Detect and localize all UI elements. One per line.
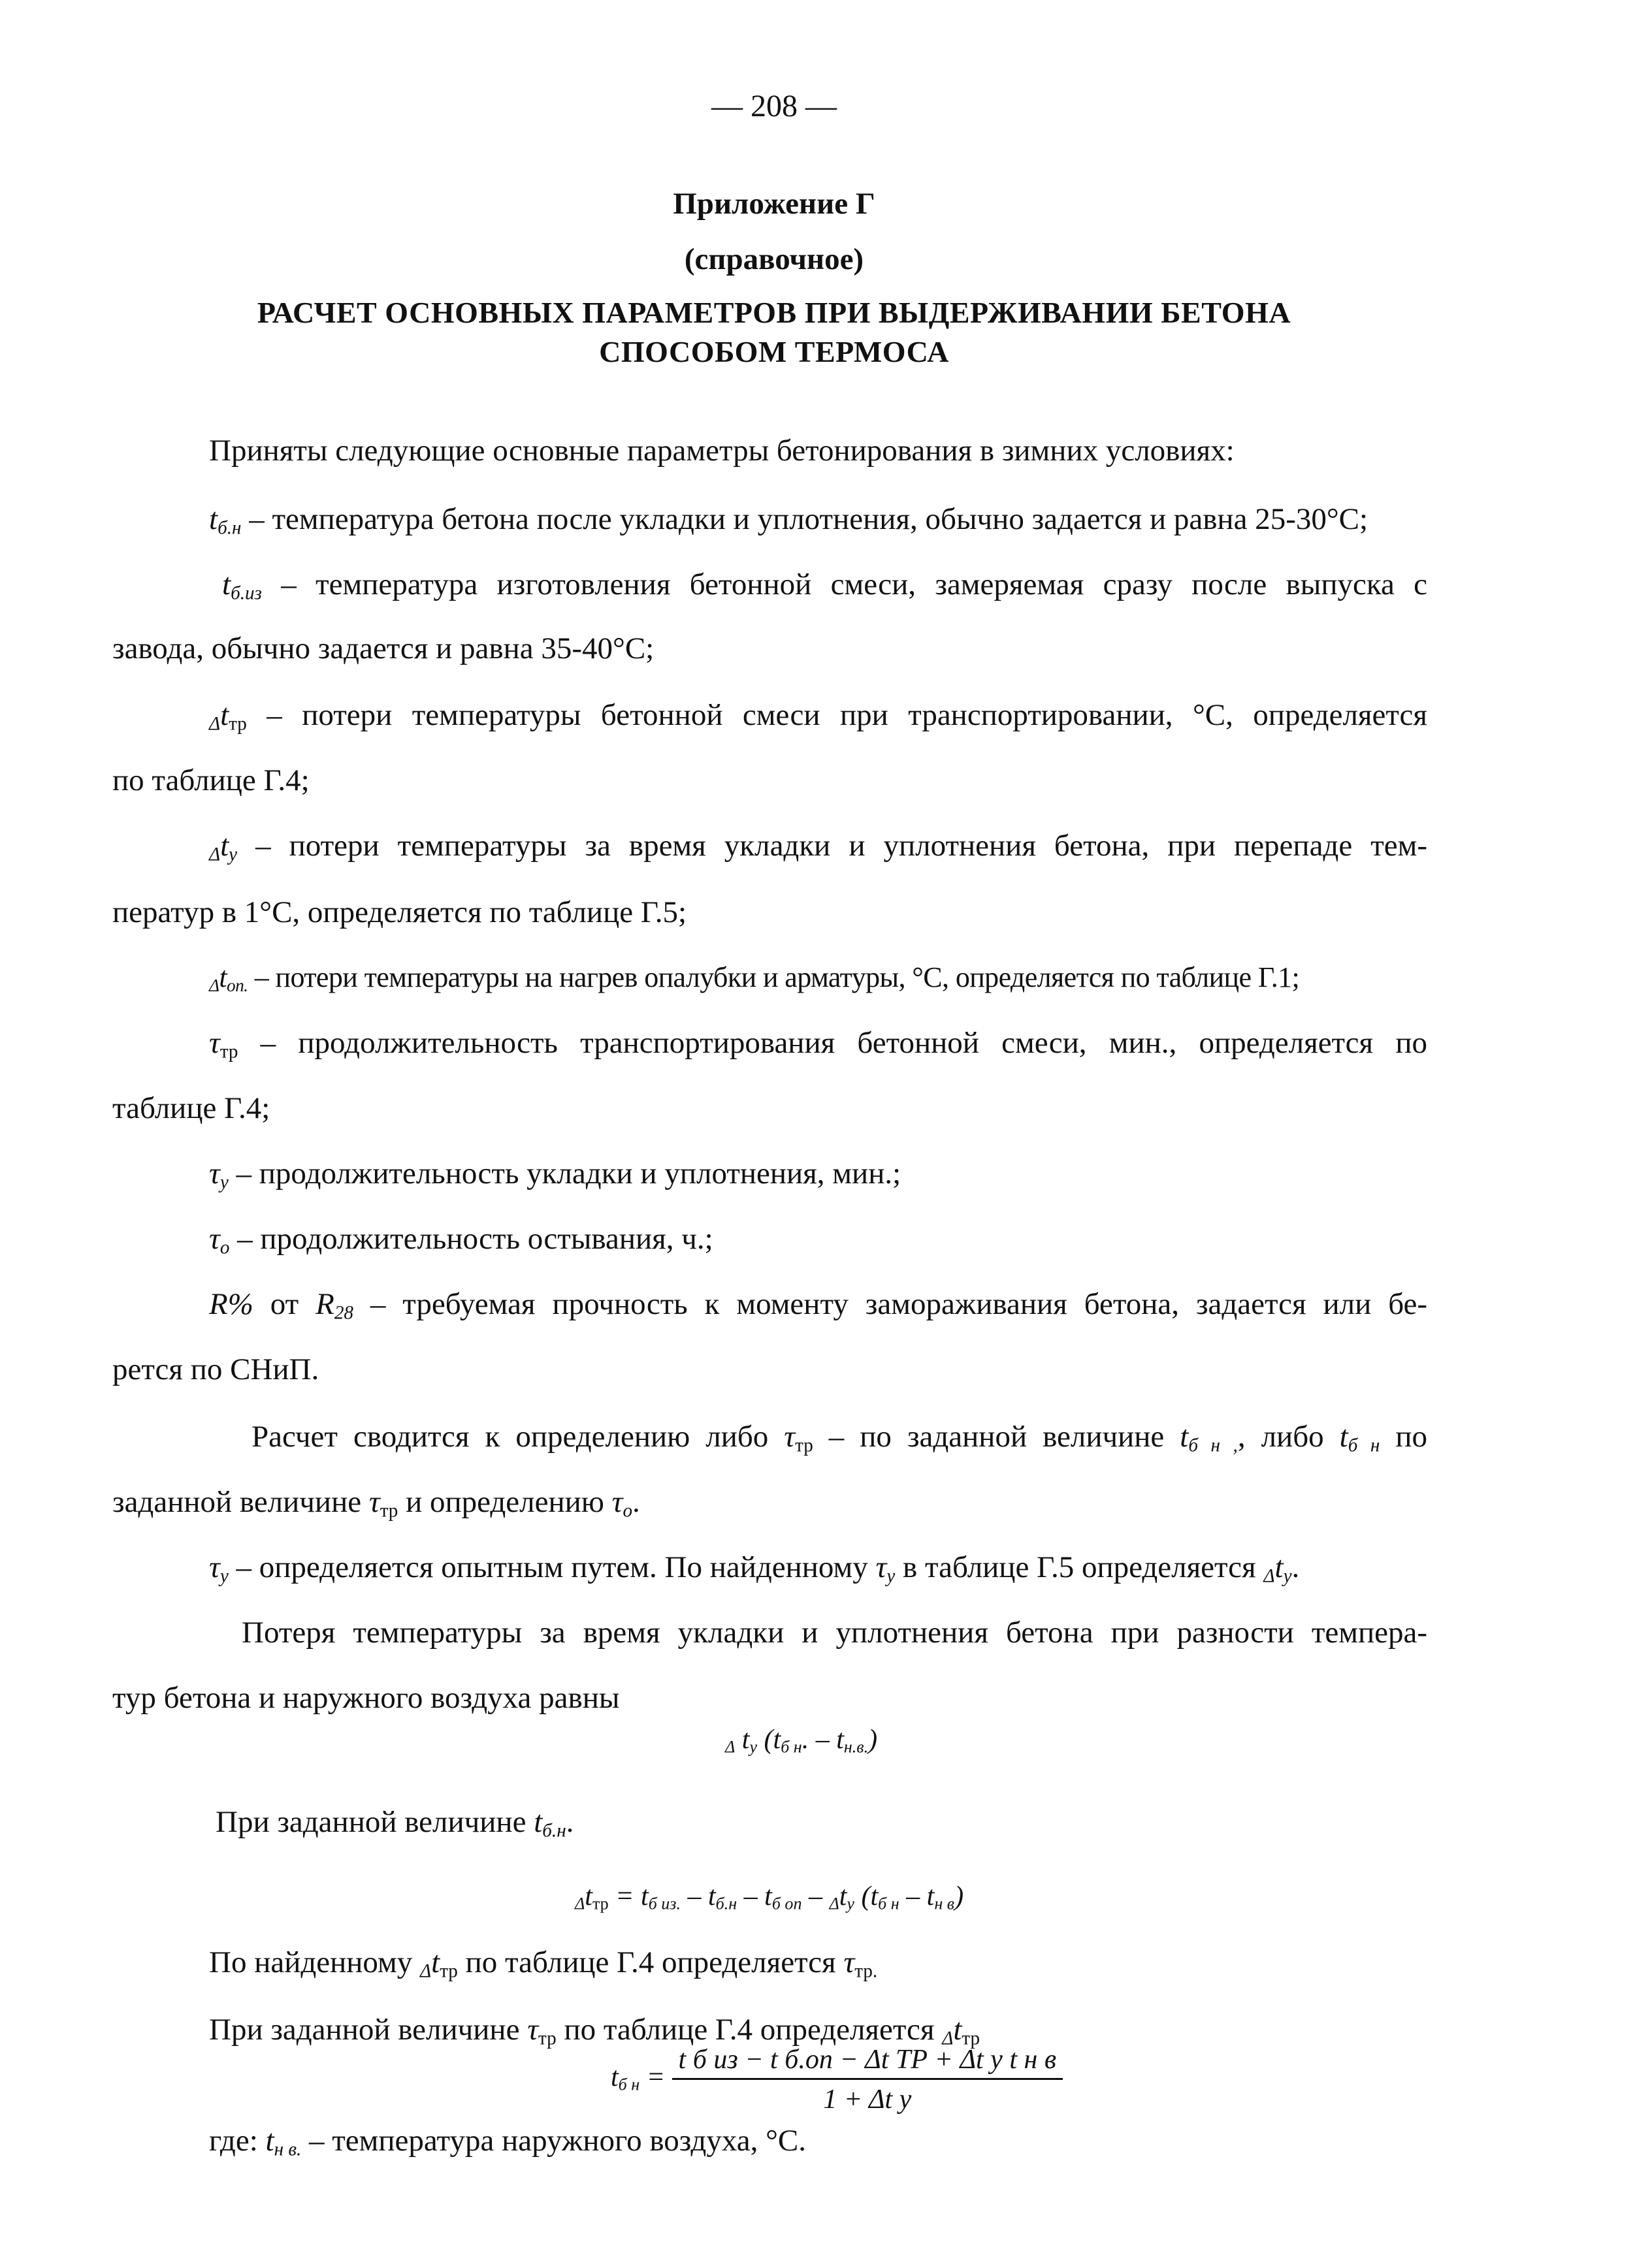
calc-text: и определению — [398, 1485, 612, 1519]
symbol-tau: τ — [843, 1945, 855, 1979]
calc-text: где: — [209, 2124, 266, 2158]
symbol-tau: τ — [875, 1550, 887, 1584]
formula-fraction — [672, 2044, 1063, 2115]
symbol-t: t — [209, 502, 218, 536]
symbol-t: t — [870, 1881, 879, 1911]
symbol-t: t — [773, 1725, 781, 1755]
symbol-tau: τ — [209, 1026, 220, 1060]
symbol-sub: б.н — [218, 517, 242, 539]
param-text: – требуемая прочность к моменту замораживания бетона, задается или бе- — [370, 1287, 1427, 1321]
symbol-sub: тр — [440, 1960, 458, 1982]
symbol-tau: τ — [209, 1157, 220, 1190]
param-text: от — [253, 1287, 316, 1321]
symbol-t: t — [222, 567, 231, 601]
calc-tau-y-line: $\tau_у$ – определяется опытным путем. По найденному $\tau_у$ в таблице Г.5 определяется $_\Delta t_у$. — [209, 1550, 1300, 1587]
symbol-tau: τ — [368, 1485, 380, 1519]
fraction-denominator: 1 + Δt у — [823, 2084, 912, 2115]
calc-text: При заданной величине — [216, 1805, 534, 1839]
appendix-heading-line1: РАСЧЕТ ОСНОВНЫХ ПАРАМЕТРОВ ПРИ ВЫДЕРЖИВАНИИ БЕТОНА — [257, 296, 1291, 329]
formula-op: – — [737, 1881, 765, 1911]
symbol-sub: у — [219, 1172, 229, 1193]
symbol-delta: Δ — [725, 1737, 736, 1757]
param-t-biz-line1 — [222, 565, 1427, 604]
formula-op: – — [809, 1725, 837, 1755]
symbol-t: t — [220, 829, 229, 863]
symbol-t: t — [1339, 1420, 1348, 1454]
param-text: – продолжительность транспортирования бетонной смеси, мин., определяется по — [260, 1026, 1427, 1060]
symbol-r-percent: R% — [209, 1287, 253, 1321]
calc-text: по — [1380, 1420, 1427, 1454]
symbol-sub: б н — [878, 1894, 899, 1913]
symbol-sub: н в — [934, 1894, 955, 1913]
param-text: – продолжительность укладки и уплотнения, мин.; — [236, 1157, 901, 1190]
symbol-sub: о — [219, 1237, 230, 1258]
symbol-sub: б.н — [715, 1894, 737, 1913]
param-text: – потери температуры на нагрев опалубки и арматуры, °С, определяется по таблице Г.1; — [254, 961, 1300, 993]
param-text: – продолжительность остывания, ч.; — [237, 1222, 713, 1256]
symbol-t: t — [534, 1805, 543, 1839]
param-dt-op — [209, 958, 1299, 997]
param-tau-o — [209, 1219, 713, 1258]
calc-loss-line1: Потеря температуры за время укладки и уплотнения бетона при разности темпера- — [242, 1616, 1427, 1650]
symbol-t: t — [219, 961, 227, 993]
calc-text: по таблице Г.4 определяется — [556, 2013, 943, 2047]
symbol-sub: тр — [592, 1894, 609, 1913]
param-t-bn — [209, 500, 1368, 539]
symbol-sub: у — [749, 1737, 758, 1757]
symbol-delta: Δ — [829, 1894, 839, 1913]
symbol-tau: τ — [527, 2013, 539, 2047]
calc-text: , либо — [1237, 1420, 1340, 1454]
calc-line2: заданной величине $\tau_{тр}$ и определению $\tau_о$. — [112, 1485, 640, 1522]
symbol-tau: τ — [784, 1420, 796, 1454]
symbol-tau: τ — [209, 1550, 220, 1584]
symbol-sub: н в. — [274, 2139, 302, 2160]
calc-text: – температура наружного воздуха, °С. — [301, 2124, 806, 2158]
symbol-sub: б н — [781, 1737, 802, 1757]
symbol-tau: τ — [611, 1485, 623, 1519]
calc-text: по таблице Г.4 определяется — [457, 1945, 844, 1979]
param-dt-tr-line2: по таблице Г.4; — [112, 763, 310, 797]
symbol-r: R — [316, 1287, 334, 1321]
formula-op: ( — [854, 1881, 871, 1911]
calc-text: в таблице Г.5 определяется — [895, 1550, 1264, 1584]
symbol-t: t — [265, 2124, 274, 2158]
symbol-delta: Δ — [575, 1894, 585, 1913]
symbol-sub: тр — [795, 1435, 813, 1456]
symbol-t: t — [836, 1725, 844, 1755]
symbol-sub: тр — [538, 2028, 557, 2049]
param-dt-tr-line1 — [209, 695, 1427, 735]
param-t-biz-line2: завода, обычно задается и равна 35-40°С; — [112, 631, 655, 665]
symbol-sub: б.из — [231, 583, 262, 604]
calc-given-tau — [209, 2010, 980, 2049]
formula-loss: $_\Delta$ $t_у$ ($t_{б н}$. – $t_{н.в.}$) — [725, 1725, 878, 1757]
symbol-sub: у — [886, 1565, 896, 1587]
calc-text: заданной величине — [112, 1485, 369, 1519]
symbol-delta: Δ — [209, 975, 219, 995]
param-dt-y-line2: ператур в 1°С, определяется по таблице Г.5; — [112, 895, 687, 929]
symbol-t: t — [611, 2062, 619, 2093]
calc-text: При заданной величине — [209, 2013, 528, 2047]
calc-loss-line2: тур бетона и наружного воздуха равны — [112, 1681, 620, 1715]
symbol-tau: τ — [209, 1222, 220, 1256]
param-text: – температура бетона после укладки и уплотнения, обычно задается и равна 25-30°С; — [249, 502, 1368, 536]
symbol-sub: оп. — [227, 975, 248, 995]
param-tau-tr-line2: таблице Г.4; — [112, 1091, 270, 1125]
param-text: – температура изготовления бетонной смеси, замеряемая сразу после выпуска с — [281, 567, 1428, 601]
formula-t-bn — [611, 2044, 1063, 2115]
calc-text: По найденному — [209, 1945, 421, 1979]
symbol-sub: б.н — [542, 1820, 566, 1842]
symbol-sub: 28 — [334, 1302, 353, 1324]
param-dt-y-line1 — [209, 826, 1427, 865]
symbol-sub: у — [229, 844, 238, 865]
calc-text: – определяется опытным путем. По найденному — [228, 1550, 876, 1584]
calc-where — [209, 2121, 806, 2160]
symbol-sub: тр — [229, 713, 247, 735]
symbol-sub: б оп — [771, 1894, 802, 1913]
symbol-t: t — [1274, 1550, 1284, 1584]
page-number: — 208 — — [711, 89, 837, 123]
symbol-sub: тр — [962, 2028, 980, 2049]
symbol-t: t — [707, 1881, 716, 1911]
symbol-sub: у — [847, 1894, 854, 1913]
formula-op: ) — [868, 1725, 878, 1755]
appendix-heading-line2: СПОСОБОМ ТЕРМОСА — [599, 335, 949, 368]
symbol-sub: у — [1283, 1565, 1292, 1587]
appendix-title: Приложение Г — [673, 187, 875, 221]
symbol-sub: у — [219, 1565, 229, 1587]
symbol-t: t — [585, 1881, 592, 1911]
param-text: – потери температуры за время укладки и уплотнения бетона, при перепаде тем- — [255, 829, 1427, 863]
formula-op: = — [608, 1881, 641, 1911]
symbol-sub: тр — [219, 1041, 238, 1062]
param-tau-y — [209, 1154, 901, 1193]
symbol-delta: Δ — [942, 2028, 954, 2049]
symbol-sub: тр — [380, 1500, 398, 1522]
param-r-line1 — [209, 1285, 1427, 1324]
symbol-t: t — [1180, 1420, 1189, 1454]
symbol-sub: о — [623, 1500, 633, 1522]
symbol-sub: б из. — [648, 1894, 681, 1913]
symbol-t: t — [220, 698, 229, 732]
symbol-sub: н.в. — [843, 1737, 869, 1757]
symbol-delta: Δ — [209, 713, 221, 735]
appendix-subtitle: (справочное) — [684, 242, 864, 276]
calc-given-t: При заданной величине $t_{б.н}$. — [216, 1805, 574, 1842]
formula-op: – — [680, 1881, 708, 1911]
symbol-delta: Δ — [1263, 1565, 1275, 1587]
symbol-sub: б н — [1348, 1435, 1380, 1456]
calc-found-dt — [209, 1943, 877, 1982]
intro-paragraph: Приняты следующие основные параметры бетонирования в зимних условиях: — [209, 434, 1235, 468]
calc-text: – по заданной величине — [813, 1420, 1180, 1454]
symbol-t: t — [741, 1725, 750, 1755]
symbol-t: t — [641, 1881, 649, 1911]
fraction-numerator: t б из − t б.оп − Δt ТР + Δt у t н в — [672, 2044, 1063, 2080]
symbol-t: t — [764, 1881, 772, 1911]
formula-dt-tr — [575, 1881, 963, 1912]
symbol-delta: Δ — [209, 844, 221, 865]
symbol-sub: б н , — [1188, 1435, 1238, 1456]
formula-op: – — [801, 1881, 830, 1911]
param-text: – потери температуры бетонной смеси при транспортировании, °С, определяется — [267, 698, 1428, 732]
formula-op: ) — [954, 1881, 964, 1911]
symbol-delta: Δ — [420, 1960, 432, 1982]
calc-text: Расчет сводится к определению либо — [251, 1420, 785, 1454]
symbol-t: t — [431, 1945, 440, 1979]
param-tau-tr-line1 — [209, 1023, 1427, 1062]
symbol-sub: тр. — [854, 1960, 878, 1982]
calc-line1 — [251, 1417, 1427, 1456]
symbol-sub: б н — [618, 2075, 640, 2094]
formula-op: = — [639, 2062, 672, 2093]
param-r-line2: рется по СНиП. — [112, 1352, 319, 1386]
formula-op: ( — [757, 1725, 773, 1755]
formula-op: – — [899, 1881, 927, 1911]
symbol-t: t — [926, 1881, 935, 1911]
symbol-t: t — [953, 2013, 962, 2047]
symbol-t: t — [839, 1881, 847, 1911]
